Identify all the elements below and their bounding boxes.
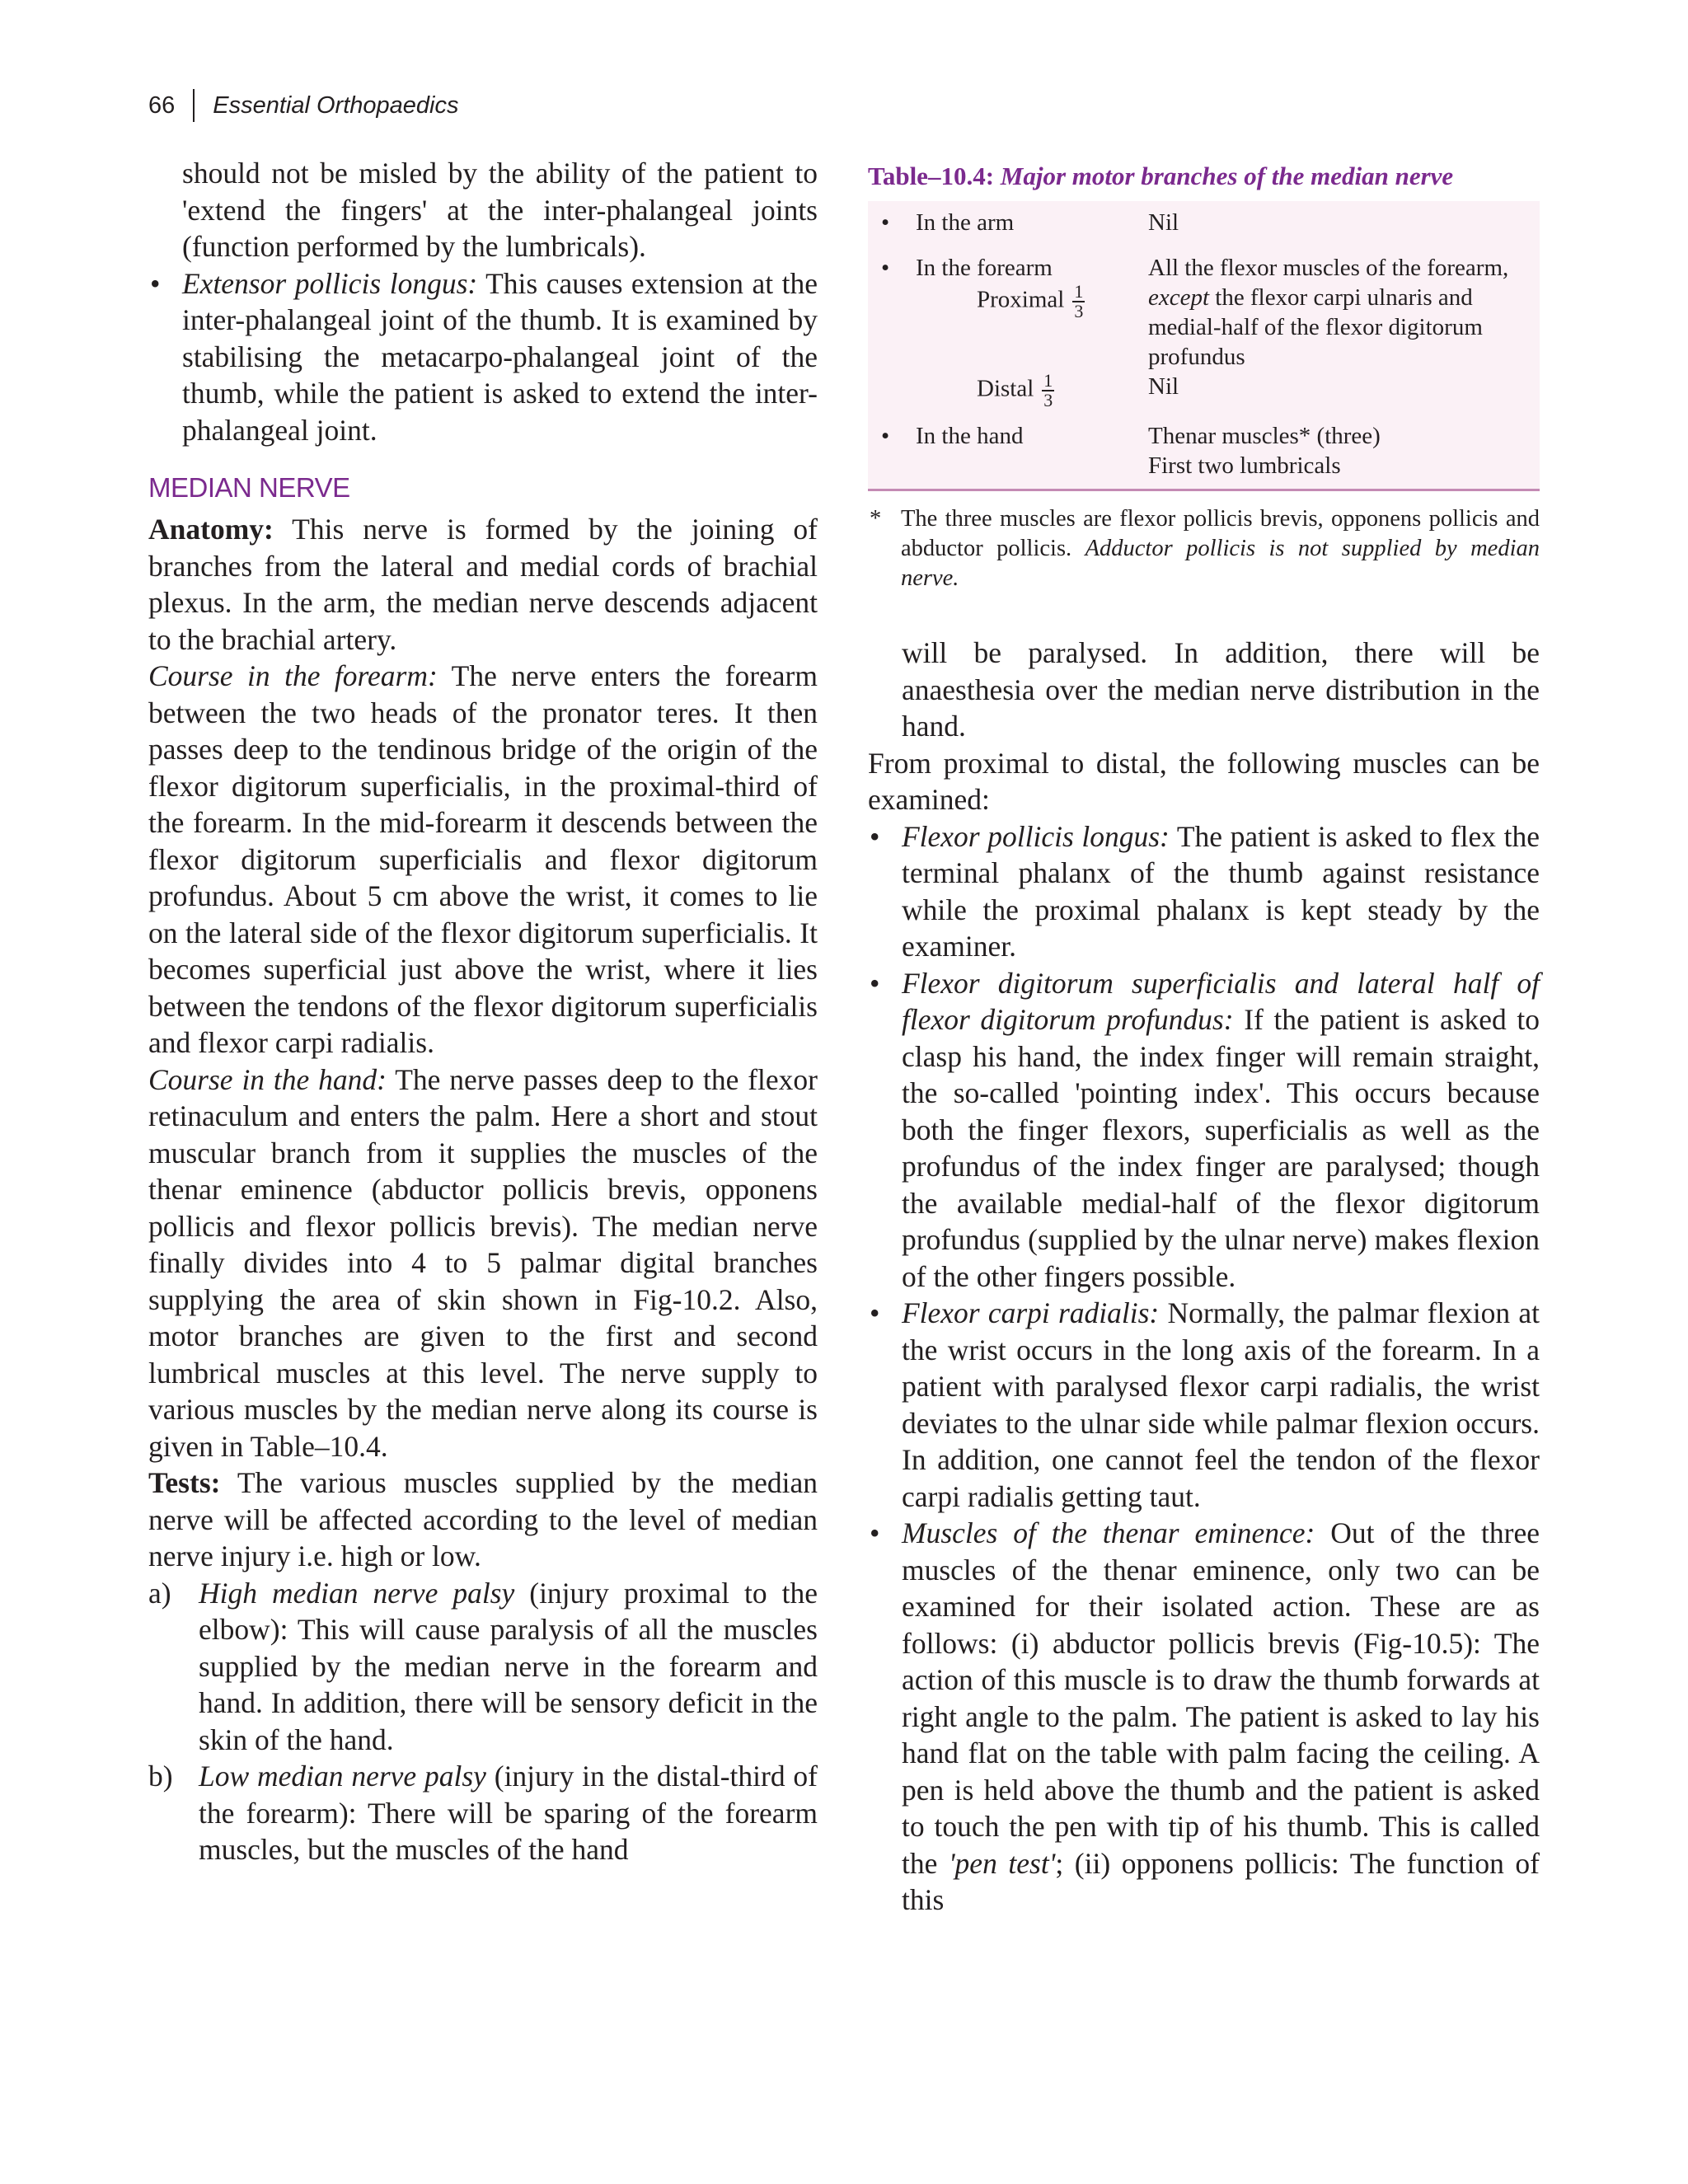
text-course-hand: The nerve passes deep to the flexor retinaculum and enters the palm. Here a short and stout muscular branch from it supplies the muscles of the thenar eminence (abductor pollicis brevis, opponens pollicis and flexor pollicis brevis). The median nerve finally divides into 4 to 5 palmar digital branches supplying the area of skin shown in Fig-10.2. Also, motor branches are given to the first and second lumbrical muscles at this level. The nerve supply to various muscles by the median nerve along its course is given in Table–10.4.	[148, 1062, 818, 1463]
term-thenar-eminence: Muscles of the thenar eminence:	[902, 1516, 1315, 1549]
table-footnote	[868, 504, 1540, 593]
text-anatomy: This nerve is formed by the joining of branches from the lateral and medial cords of brachial plexus. In the arm, the median nerve descends adjacent to the brachial artery.	[148, 513, 818, 656]
footnote-italic: Adductor pollicis is not supplied by median nerve.	[901, 536, 1540, 591]
proximal-value-b: the flexor carpi ulnaris and medial-half of the flexor digitorum profundus	[1148, 284, 1483, 370]
fraction-numerator: 1	[1074, 281, 1084, 302]
label-course-forearm: Course in the forearm:	[148, 659, 438, 692]
item-label-a: a)	[148, 1576, 171, 1610]
proximal-value-except: except	[1148, 284, 1210, 311]
paragraph-course-forearm	[148, 658, 818, 1062]
text-tests: The various muscles supplied by the median nerve will be affected according to the level of median nerve injury i.e. high or low.	[148, 1466, 818, 1572]
distal-label: Distal	[977, 375, 1034, 402]
fraction-denominator: 3	[1074, 301, 1084, 321]
right-column	[868, 155, 1540, 1919]
term-low-median-nerve-palsy: Low median nerve palsy	[199, 1760, 486, 1793]
row-label-arm: • In the arm	[868, 208, 1148, 237]
fraction-one-third	[1072, 283, 1085, 321]
bullet-thenar-eminence	[868, 1515, 1540, 1919]
text-thenar-eminence: Out of the three muscles of the thenar eminence, only two can be examined for their isolated action. These are as follows: (i) abductor pollicis brevis (Fig-10.5): The action of this muscle is to draw the thumb forwards at right angle to the palm. The patient is asked to lay his hand flat on the table with palm facing the ceiling. A pen is held above the thumb and the patient is asked to touch the pen with tip of his thumb. This is called the	[902, 1516, 1540, 1880]
left-column	[148, 155, 818, 1868]
text-high-median-nerve-palsy: (injury proximal to the elbow): This will cause paralysis of all the muscles supplied by the median nerve in the forearm and hand. In addition, there will be sensory deficit in the skin of the hand.	[199, 1576, 818, 1756]
table-caption	[868, 160, 1540, 193]
page-number: 66	[148, 91, 176, 119]
table-row	[868, 372, 1540, 410]
bullet-flexor-pollicis-longus	[868, 818, 1540, 965]
bullet-flexor-digitorum	[868, 965, 1540, 1296]
paragraph-tests	[148, 1465, 818, 1575]
bullet-extensor-pollicis-longus	[148, 265, 818, 449]
footnote-text: The three muscles are flexor pollicis brevis, opponens pollicis and abductor pollicis.	[901, 506, 1540, 561]
hand-value-1: Thenar muscles* (three)	[1148, 423, 1381, 449]
fraction-numerator: 1	[1043, 370, 1053, 391]
continued-paragraph-right: will be paralysed. In addition, there will be anaesthesia over the median nerve distribution in the hand.	[902, 636, 1540, 743]
label-anatomy: Anatomy:	[148, 513, 274, 546]
text-thenar-tail: ; (ii) opponens pollicis: The function of this	[902, 1846, 1540, 1916]
row-value-hand	[1148, 421, 1540, 480]
row-value-distal: Nil	[1148, 373, 1179, 400]
table-row	[868, 253, 1540, 372]
row-value-arm: Nil	[1148, 209, 1179, 236]
term-high-median-nerve-palsy: High median nerve palsy	[199, 1576, 515, 1610]
term-flexor-digitorum: Flexor digitorum superficialis and lateral half of flexor digitorum profundus:	[902, 966, 1540, 1036]
proximal-label-wrap	[916, 283, 1148, 321]
section-heading-median-nerve: MEDIAN NERVE	[148, 472, 350, 503]
text-flexor-carpi-radialis: Normally, the palmar flexion at the wrist occurs in the long axis of the forearm. In a patient with paralysed flexor carpi radialis, the wrist deviates to the ulnar side while palmar flexion occurs. In addition, one cannot feel the tendon of the flexor carpi radialis getting taut.	[902, 1296, 1540, 1513]
text-low-median-nerve-palsy: (injury in the distal-third of the forearm): There will be sparing of the forearm muscles, but the muscles of the hand	[199, 1760, 818, 1866]
text-extensor-pollicis-longus: This causes extension at the inter-phalangeal joint of the thumb. It is examined by stabilising the metacarpo-phalangeal joint of the thumb, while the patient is asked to extend the inter-phalangeal joint.	[182, 266, 818, 447]
distal-label-wrap	[916, 372, 1148, 410]
term-pen-test: 'pen test'	[948, 1846, 1056, 1880]
hand-value-2: First two lumbricals	[1148, 452, 1341, 479]
forearm-label: • In the forearm	[916, 255, 1053, 281]
row-label-hand: • In the hand	[868, 421, 1148, 480]
paragraph-anatomy	[148, 511, 818, 658]
header-divider	[193, 89, 195, 122]
row-label-forearm	[868, 253, 1148, 372]
term-extensor-pollicis-longus: Extensor pollicis longus:	[182, 266, 478, 300]
label-course-hand: Course in the hand:	[148, 1062, 387, 1096]
item-label-b: b)	[148, 1760, 173, 1793]
paragraph-intro: From proximal to distal, the following muscles can be examined:	[868, 746, 1540, 816]
text-flexor-digitorum: If the patient is asked to clasp his hand, the index finger will remain straight, the so-called 'pointing index'. This occurs because both the finger flexors, superficialis as well as the profundus of the index finger are paralysed; though the available medial-half of the flexor digitorum profundus (supplied by the ulnar nerve) makes flexion of the other fingers possible.	[902, 1003, 1540, 1293]
table-row	[868, 421, 1540, 480]
row-label-distal	[868, 372, 1148, 410]
table-title: Major motor branches of the median nerve	[994, 162, 1454, 190]
continued-paragraph: should not be misled by the ability of the patient to 'extend the fingers' at the inter-phalangeal joints (function performed by the lumbricals).	[182, 157, 818, 263]
table-median-nerve-branches	[868, 201, 1540, 491]
proximal-value-a: All the flexor muscles of the forearm,	[1148, 255, 1509, 281]
footnote-mark: *	[870, 506, 882, 532]
fraction-one-third	[1042, 372, 1054, 410]
proximal-label: Proximal	[977, 286, 1065, 313]
fraction-denominator: 3	[1043, 390, 1053, 410]
book-title: Essential Orthopaedics	[213, 91, 459, 119]
label-tests: Tests:	[148, 1466, 221, 1499]
item-high-median-nerve-palsy	[148, 1575, 818, 1759]
text-flexor-pollicis-longus: The patient is asked to flex the terminal phalanx of the thumb against resistance while the proximal phalanx is kept steady by the examiner.	[902, 819, 1540, 963]
row-value-proximal	[1148, 253, 1540, 372]
term-flexor-carpi-radialis: Flexor carpi radialis:	[902, 1296, 1160, 1329]
table-row	[868, 208, 1540, 237]
term-flexor-pollicis-longus: Flexor pollicis longus:	[902, 819, 1170, 853]
running-header	[148, 89, 458, 122]
bullet-flexor-carpi-radialis	[868, 1295, 1540, 1515]
table-number: Table–10.4:	[868, 162, 995, 190]
item-low-median-nerve-palsy	[148, 1758, 818, 1868]
paragraph-course-hand	[148, 1062, 818, 1465]
text-course-forearm: The nerve enters the forearm between the two heads of the pronator teres. It then passes deep to the tendinous bridge of the origin of the flexor digitorum superficialis, in the proximal-third of the forearm. In the mid-forearm it descends between the flexor digitorum superficialis and flexor digitorum profundus. About 5 cm above the wrist, it comes to lie on the lateral side of the flexor digitorum superficialis. It becomes superficial just above the wrist, where it lies between the tendons of the flexor digitorum superficialis and flexor carpi radialis.	[148, 659, 818, 1059]
